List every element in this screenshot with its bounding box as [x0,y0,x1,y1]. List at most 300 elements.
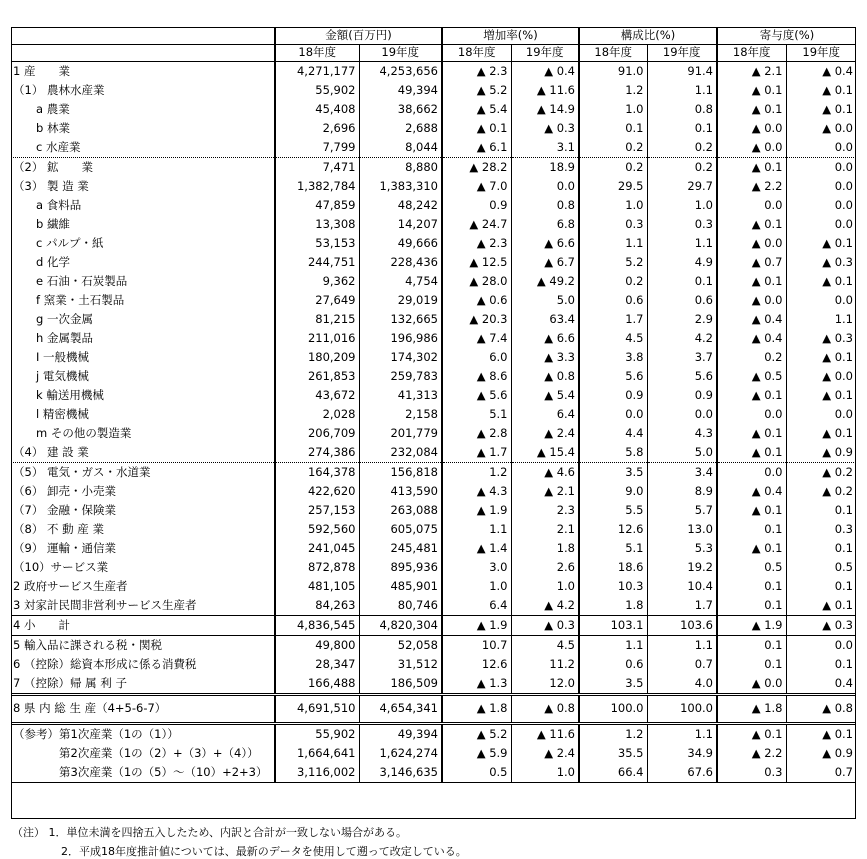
cell-value: 872,878 [275,558,359,577]
cell-value: ▲ 0.1 [442,119,511,138]
row-label: b 繊維 [13,216,70,231]
cell-value: 0.0 [786,177,856,196]
cell-value: ▲ 1.9 [442,616,511,636]
row-label: j 電気機械 [13,368,89,383]
cell-value: 19.2 [647,558,717,577]
cell-value: 0.1 [647,119,717,138]
cell-value: 100.0 [579,695,647,724]
cell-value: 0.9 [579,386,647,405]
cell-value: 6.8 [511,215,579,234]
cell-value: 9.0 [579,482,647,501]
cell-value: 1.1 [579,234,647,253]
cell-value: 263,088 [359,501,442,520]
row-label: 6 （控除）総資本形成に係る消費税 [13,656,197,671]
table-row [11,310,856,329]
cell-value: 4,271,177 [275,62,359,82]
table-row [11,158,856,178]
cell-value: 4,754 [359,272,442,291]
cell-value: 8.9 [647,482,717,501]
cell-value: ▲ 0.9 [786,443,856,463]
cell-value: 6.4 [442,596,511,616]
cell-value: ▲ 15.4 [511,443,579,463]
cell-value: 1.8 [579,596,647,616]
row-label: c パルプ・紙 [13,235,104,250]
table-row [11,695,856,724]
cell-value: ▲ 0.1 [786,386,856,405]
cell-value: 5.8 [579,443,647,463]
header-row-groups [11,27,856,45]
cell-value: ▲ 0.3 [786,616,856,636]
cell-value: 14,207 [359,215,442,234]
row-label: b 林業 [13,120,70,135]
table-row [11,405,856,424]
cell-value: ▲ 5.2 [442,724,511,745]
cell-value: 4.5 [579,329,647,348]
cell-value: 1.7 [647,596,717,616]
cell-value: 0.0 [647,405,717,424]
cell-value: 4.9 [647,253,717,272]
cell-value: 52,058 [359,636,442,656]
cell-value: 3.1 [511,138,579,158]
cell-value: 4.0 [647,674,717,695]
cell-value: 12.6 [579,520,647,539]
row-label: c 水産業 [13,139,81,154]
cell-value: 5.7 [647,501,717,520]
cell-value: ▲ 20.3 [442,310,511,329]
table-row [11,539,856,558]
header-composition: 構成比(%) [579,27,717,45]
row-label: （10）サービス業 [13,559,109,574]
cell-value: 2.1 [511,520,579,539]
cell-value: 5.6 [579,367,647,386]
cell-value: ▲ 0.1 [717,443,786,463]
cell-value: 186,509 [359,674,442,695]
cell-value: ▲ 24.7 [442,215,511,234]
cell-value: 53,153 [275,234,359,253]
cell-value: ▲ 11.6 [511,724,579,745]
cell-value: 2,028 [275,405,359,424]
cell-value: ▲ 5.9 [442,744,511,763]
table-row [11,81,856,100]
cell-value: 29.7 [647,177,717,196]
table-row [11,215,856,234]
row-label: f 窯業・土石製品 [13,292,125,307]
cell-value: 485,901 [359,577,442,596]
cell-value: ▲ 1.9 [442,501,511,520]
cell-value: 1.0 [442,577,511,596]
cell-value: 0.0 [717,405,786,424]
cell-value: 1.1 [579,636,647,656]
cell-value: 48,242 [359,196,442,215]
cell-value: 481,105 [275,577,359,596]
cell-value: ▲ 0.4 [786,62,856,82]
cell-value: 28,347 [275,655,359,674]
cell-value: ▲ 1.9 [717,616,786,636]
header-year: 19年度 [786,45,856,62]
cell-value: ▲ 0.2 [786,482,856,501]
cell-value: 2,158 [359,405,442,424]
cell-value: 0.0 [511,177,579,196]
row-label: m その他の製造業 [13,425,132,440]
cell-value: 413,590 [359,482,442,501]
row-label: （9） 運輸・通信業 [13,540,116,555]
cell-value: ▲ 0.4 [717,482,786,501]
table-row [11,424,856,443]
header-corner [11,27,275,45]
cell-value: 81,215 [275,310,359,329]
cell-value: 0.3 [786,520,856,539]
cell-value: 0.6 [647,291,717,310]
cell-value: 0.2 [579,272,647,291]
cell-value: ▲ 1.8 [717,695,786,724]
cell-value: 1.1 [647,234,717,253]
cell-value: 18.6 [579,558,647,577]
cell-value: ▲ 0.1 [786,234,856,253]
cell-value: 2.3 [511,501,579,520]
table-row [11,62,856,82]
cell-value: 1.1 [647,81,717,100]
cell-value: 241,045 [275,539,359,558]
row-label: e 石油・石炭製品 [13,273,128,288]
cell-value: 1.1 [647,636,717,656]
cell-value: 1,383,310 [359,177,442,196]
cell-value: ▲ 8.6 [442,367,511,386]
header-year: 19年度 [359,45,442,62]
cell-value: ▲ 2.4 [511,424,579,443]
header-row-years [11,45,856,62]
cell-value: 0.2 [579,138,647,158]
cell-value: 0.3 [717,763,786,783]
cell-value: ▲ 0.0 [786,367,856,386]
cell-value: ▲ 0.3 [786,329,856,348]
cell-value: 1.8 [511,539,579,558]
cell-value: ▲ 4.6 [511,463,579,483]
cell-value: 63.4 [511,310,579,329]
cell-value: 1.0 [511,763,579,783]
cell-value: 156,818 [359,463,442,483]
table-row [11,655,856,674]
header-year: 18年度 [579,45,647,62]
cell-value: 6.0 [442,348,511,367]
row-label: （5） 電気・ガス・水道業 [11,463,275,483]
cell-value: ▲ 2.4 [511,744,579,763]
cell-value: ▲ 0.0 [786,119,856,138]
cell-value: 3.4 [647,463,717,483]
cell-value: 47,859 [275,196,359,215]
cell-value: 605,075 [359,520,442,539]
cell-value: 0.1 [717,577,786,596]
cell-value: ▲ 0.8 [511,695,579,724]
row-label: （8） 不 動 産 業 [13,521,104,536]
cell-value: ▲ 0.1 [717,215,786,234]
table-row [11,196,856,215]
cell-value: 261,853 [275,367,359,386]
cell-value: ▲ 0.0 [717,291,786,310]
cell-value: 0.5 [717,558,786,577]
cell-value: ▲ 3.3 [511,348,579,367]
row-label: a 食料品 [13,197,82,212]
cell-value: ▲ 7.0 [442,177,511,196]
cell-value: ▲ 0.1 [786,596,856,616]
cell-value: 592,560 [275,520,359,539]
cell-value: 0.0 [579,405,647,424]
row-label: d 化学 [13,254,70,269]
cell-value: 4,253,656 [359,62,442,82]
table-row [11,119,856,138]
cell-value: ▲ 0.1 [786,348,856,367]
cell-value: 2.9 [647,310,717,329]
cell-value: 1.2 [579,81,647,100]
cell-value: 211,016 [275,329,359,348]
cell-value: ▲ 2.3 [442,62,511,82]
row-label: 第3次産業（1の（5）～（10）+2+3） [11,763,275,783]
cell-value: 4,654,341 [359,695,442,724]
cell-value: 0.9 [647,386,717,405]
cell-value: ▲ 0.8 [511,367,579,386]
cell-value: 0.1 [786,501,856,520]
cell-value: ▲ 1.7 [442,443,511,463]
cell-value: 4,836,545 [275,616,359,636]
cell-value: 4.2 [647,329,717,348]
header-year: 18年度 [442,45,511,62]
cell-value: 29.5 [579,177,647,196]
row-label: 3 対家計民間非営利サービス生産者 [13,597,197,612]
cell-value: ▲ 1.4 [442,539,511,558]
row-label: 8 県 内 総 生 産（4+5-6-7） [11,695,275,724]
cell-value: 0.6 [579,655,647,674]
cell-value: 8,044 [359,138,442,158]
cell-value: ▲ 6.6 [511,329,579,348]
cell-value: 1.0 [579,196,647,215]
cell-value: 206,709 [275,424,359,443]
table-row [11,744,856,763]
cell-value: 0.0 [786,405,856,424]
cell-value: 5.1 [579,539,647,558]
cell-value: 45,408 [275,100,359,119]
cell-value: ▲ 0.2 [786,463,856,483]
cell-value: 103.1 [579,616,647,636]
cell-value: 6.4 [511,405,579,424]
table-row [11,674,856,695]
table-row [11,234,856,253]
cell-value: 1.1 [442,520,511,539]
cell-value: 0.0 [786,636,856,656]
header-year: 18年度 [275,45,359,62]
table-row [11,138,856,158]
cell-value: 1.0 [647,196,717,215]
cell-value: 8,880 [359,158,442,178]
cell-value: 0.1 [717,655,786,674]
cell-value: 0.0 [786,291,856,310]
table-row [11,100,856,119]
cell-value: 0.1 [717,636,786,656]
cell-value: 2.6 [511,558,579,577]
cell-value: 3.0 [442,558,511,577]
cell-value: 0.0 [717,196,786,215]
cell-value: 9,362 [275,272,359,291]
cell-value: ▲ 0.1 [786,724,856,745]
cell-value: 0.9 [442,196,511,215]
cell-value: 1,382,784 [275,177,359,196]
table-row [11,463,856,483]
cell-value: 0.1 [786,577,856,596]
cell-value: 91.0 [579,62,647,82]
cell-value: 257,153 [275,501,359,520]
row-label: k 輸送用機械 [13,387,104,402]
cell-value: 895,936 [359,558,442,577]
table-body [11,62,856,783]
header-contribution: 寄与度(%) [717,27,856,45]
cell-value: ▲ 0.0 [717,234,786,253]
cell-value: 4.3 [647,424,717,443]
cell-value: ▲ 6.6 [511,234,579,253]
cell-value: ▲ 0.5 [717,367,786,386]
table-row [11,558,856,577]
cell-value: ▲ 2.1 [511,482,579,501]
table-row [11,577,856,596]
header-year: 19年度 [647,45,717,62]
cell-value: ▲ 0.1 [717,724,786,745]
row-label: 1 産 業 [13,63,70,78]
cell-value: 0.3 [579,215,647,234]
cell-value: ▲ 0.6 [442,291,511,310]
row-label: h 金属製品 [13,330,93,345]
cell-value: 245,481 [359,539,442,558]
cell-value: ▲ 5.4 [511,386,579,405]
cell-value: 49,800 [275,636,359,656]
gdp-table [11,27,856,783]
cell-value: 1.1 [647,724,717,745]
cell-value: 84,263 [275,596,359,616]
cell-value: 0.1 [717,520,786,539]
cell-value: 5.5 [579,501,647,520]
cell-value: ▲ 0.1 [717,81,786,100]
cell-value: 0.1 [786,539,856,558]
cell-value: 5.1 [442,405,511,424]
cell-value: 12.6 [442,655,511,674]
cell-value: 174,302 [359,348,442,367]
table-row [11,616,856,636]
cell-value: 1,664,641 [275,744,359,763]
cell-value: 274,386 [275,443,359,463]
row-label: （4） 建 設 業 [13,444,89,459]
cell-value: 0.0 [717,463,786,483]
cell-value: ▲ 0.3 [786,253,856,272]
header-corner [11,45,275,62]
row-label: （1） 農林水産業 [13,82,105,97]
cell-value: ▲ 11.6 [511,81,579,100]
cell-value: 0.0 [786,158,856,178]
row-label: （3） 製 造 業 [13,178,89,193]
cell-value: 3.5 [579,463,647,483]
cell-value: ▲ 0.3 [511,616,579,636]
cell-value: 5.2 [579,253,647,272]
cell-value: ▲ 1.8 [442,695,511,724]
row-label: 7 （控除）帰 属 利 子 [13,675,127,690]
cell-value: ▲ 0.0 [717,119,786,138]
cell-value: ▲ 0.7 [717,253,786,272]
cell-value: 10.3 [579,577,647,596]
cell-value: 5.3 [647,539,717,558]
row-label: a 農業 [13,101,70,116]
cell-value: ▲ 0.0 [717,138,786,158]
header-amount: 金額(百万円) [275,27,442,45]
cell-value: 0.2 [717,348,786,367]
cell-value: 0.8 [647,100,717,119]
cell-value: 66.4 [579,763,647,783]
cell-value: 4.4 [579,424,647,443]
cell-value: 232,084 [359,443,442,463]
cell-value: 0.5 [442,763,511,783]
cell-value: 4.5 [511,636,579,656]
cell-value: 13,308 [275,215,359,234]
table-row [11,724,856,745]
cell-value: ▲ 49.2 [511,272,579,291]
cell-value: ▲ 0.4 [717,310,786,329]
cell-value: ▲ 2.2 [717,177,786,196]
cell-value: 49,394 [359,81,442,100]
cell-value: 13.0 [647,520,717,539]
cell-value: 43,672 [275,386,359,405]
table-row [11,636,856,656]
cell-value: ▲ 5.4 [442,100,511,119]
cell-value: ▲ 0.1 [717,100,786,119]
table-row [11,482,856,501]
cell-value: 0.3 [647,215,717,234]
cell-value: ▲ 14.9 [511,100,579,119]
cell-value: 49,394 [359,724,442,745]
cell-value: 0.0 [786,138,856,158]
cell-value: ▲ 5.6 [442,386,511,405]
cell-value: 31,512 [359,655,442,674]
table-row [11,501,856,520]
row-label: （6） 卸売・小売業 [13,483,116,498]
cell-value: ▲ 12.5 [442,253,511,272]
cell-value: 1,624,274 [359,744,442,763]
cell-value: ▲ 6.1 [442,138,511,158]
cell-value: 41,313 [359,386,442,405]
table-row [11,443,856,463]
cell-value: 422,620 [275,482,359,501]
cell-value: 0.8 [511,196,579,215]
cell-value: 18.9 [511,158,579,178]
row-label: （参考）第1次産業（1の（1）） [11,724,275,745]
cell-value: 0.0 [786,215,856,234]
cell-value: 0.2 [647,158,717,178]
cell-value: 7,471 [275,158,359,178]
cell-value: 4,820,304 [359,616,442,636]
cell-value: 0.5 [786,558,856,577]
cell-value: 1.7 [579,310,647,329]
cell-value: 67.6 [647,763,717,783]
cell-value: 0.6 [579,291,647,310]
cell-value: ▲ 0.8 [786,695,856,724]
row-label: （2） 鉱 業 [11,158,275,178]
cell-value: 244,751 [275,253,359,272]
cell-value: 0.1 [717,596,786,616]
row-label: 4 小 計 [11,616,275,636]
cell-value: ▲ 0.4 [717,329,786,348]
cell-value: 4,691,510 [275,695,359,724]
cell-value: 2,696 [275,119,359,138]
cell-value: 1.2 [579,724,647,745]
cell-value: 3.8 [579,348,647,367]
cell-value: 0.2 [647,138,717,158]
cell-value: 0.2 [579,158,647,178]
cell-value: ▲ 0.3 [511,119,579,138]
cell-value: 1.0 [511,577,579,596]
cell-value: 3.7 [647,348,717,367]
